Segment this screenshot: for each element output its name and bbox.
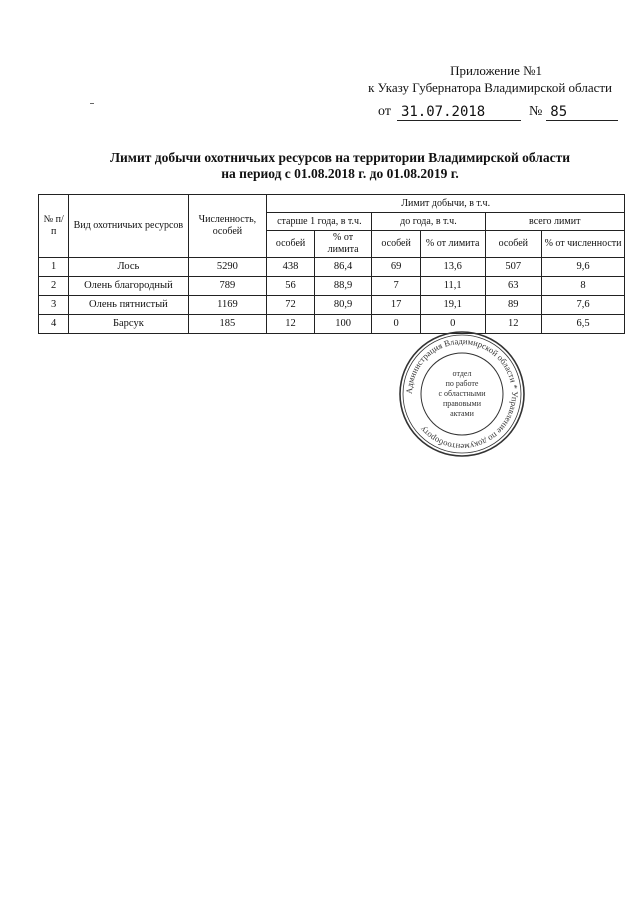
cell-total-pct: 7,6 — [542, 296, 625, 315]
cell-total-pct: 8 — [542, 277, 625, 296]
cell-total-n: 89 — [485, 296, 542, 315]
header-num: № п/п — [39, 195, 69, 258]
limits-table — [38, 194, 625, 334]
official-stamp — [398, 330, 526, 458]
cell-population: 5290 — [188, 258, 267, 277]
stamp-line-1: отдел — [452, 369, 472, 378]
cell-older-n: 438 — [267, 258, 314, 277]
cell-young-n: 17 — [372, 296, 420, 315]
appendix-title: Приложение №1 — [450, 63, 542, 78]
table-row — [39, 277, 625, 296]
cell-older-pct: 100 — [314, 315, 372, 334]
cell-population: 1169 — [188, 296, 267, 315]
title-line-1: Лимит добычи охотничьих ресурсов на территории Владимирской области — [109, 150, 571, 165]
cell-num: 1 — [39, 258, 69, 277]
stamp-line-4: правовыми — [442, 399, 482, 408]
order-number: 85 — [546, 104, 618, 121]
cell-species: Олень благородный — [69, 277, 188, 296]
stamp-line-3: с областными — [438, 389, 486, 398]
header-older-pct: % от лимита — [314, 231, 372, 258]
from-label: от — [378, 104, 391, 119]
cell-older-pct: 80,9 — [314, 296, 372, 315]
cell-young-n: 0 — [372, 315, 420, 334]
cell-species: Олень пятнистый — [69, 296, 188, 315]
table-row — [39, 258, 625, 277]
cell-young-n: 7 — [372, 277, 420, 296]
header-younger: до года, в т.ч. — [372, 213, 485, 231]
header-species: Вид охотничьих ресурсов — [69, 195, 188, 258]
header-younger-individuals: особей — [372, 231, 420, 258]
order-reference — [378, 104, 618, 121]
header-older: старше 1 года, в т.ч. — [267, 213, 372, 231]
title-line-2: на период с 01.08.2018 г. до 01.08.2019 г. — [221, 166, 459, 181]
cell-num: 2 — [39, 277, 69, 296]
cell-total-n: 63 — [485, 277, 542, 296]
document-title — [70, 150, 610, 182]
header-older-individuals: особей — [267, 231, 314, 258]
cell-older-pct: 88,9 — [314, 277, 372, 296]
cell-young-n: 69 — [372, 258, 420, 277]
number-label: № — [528, 104, 543, 119]
cell-population: 789 — [188, 277, 267, 296]
cell-older-n: 12 — [267, 315, 314, 334]
stamp-line-5: актами — [450, 409, 474, 418]
stamp-ring-text: Администрация Владимирской области * Управление по документообороту — [403, 335, 521, 453]
appendix-note — [368, 62, 612, 96]
cell-num: 3 — [39, 296, 69, 315]
appendix-subtitle: к Указу Губернатора Владимирской области — [368, 80, 612, 95]
stamp-line-2: по работе — [445, 379, 479, 388]
table-row — [39, 315, 625, 334]
cell-young-pct: 19,1 — [420, 296, 485, 315]
cell-total-pct: 9,6 — [542, 258, 625, 277]
cell-population: 185 — [188, 315, 267, 334]
cell-species: Барсук — [69, 315, 188, 334]
order-date: 31.07.2018 — [397, 104, 521, 121]
cell-older-n: 72 — [267, 296, 314, 315]
table-row — [39, 296, 625, 315]
cell-num: 4 — [39, 315, 69, 334]
header-younger-pct: % от лимита — [420, 231, 485, 258]
header-total: всего лимит — [485, 213, 624, 231]
cell-older-pct: 86,4 — [314, 258, 372, 277]
header-limit: Лимит добычи, в т.ч. — [267, 195, 625, 213]
cell-young-pct: 11,1 — [420, 277, 485, 296]
cell-older-n: 56 — [267, 277, 314, 296]
cell-young-pct: 0 — [420, 315, 485, 334]
header-population: Численность, особей — [188, 195, 267, 258]
cell-total-pct: 6,5 — [542, 315, 625, 334]
scan-artifact — [90, 103, 94, 104]
cell-total-n: 507 — [485, 258, 542, 277]
cell-young-pct: 13,6 — [420, 258, 485, 277]
cell-species: Лось — [69, 258, 188, 277]
cell-total-n: 12 — [485, 315, 542, 334]
header-total-pct: % от численности — [542, 231, 625, 258]
header-total-individuals: особей — [485, 231, 542, 258]
